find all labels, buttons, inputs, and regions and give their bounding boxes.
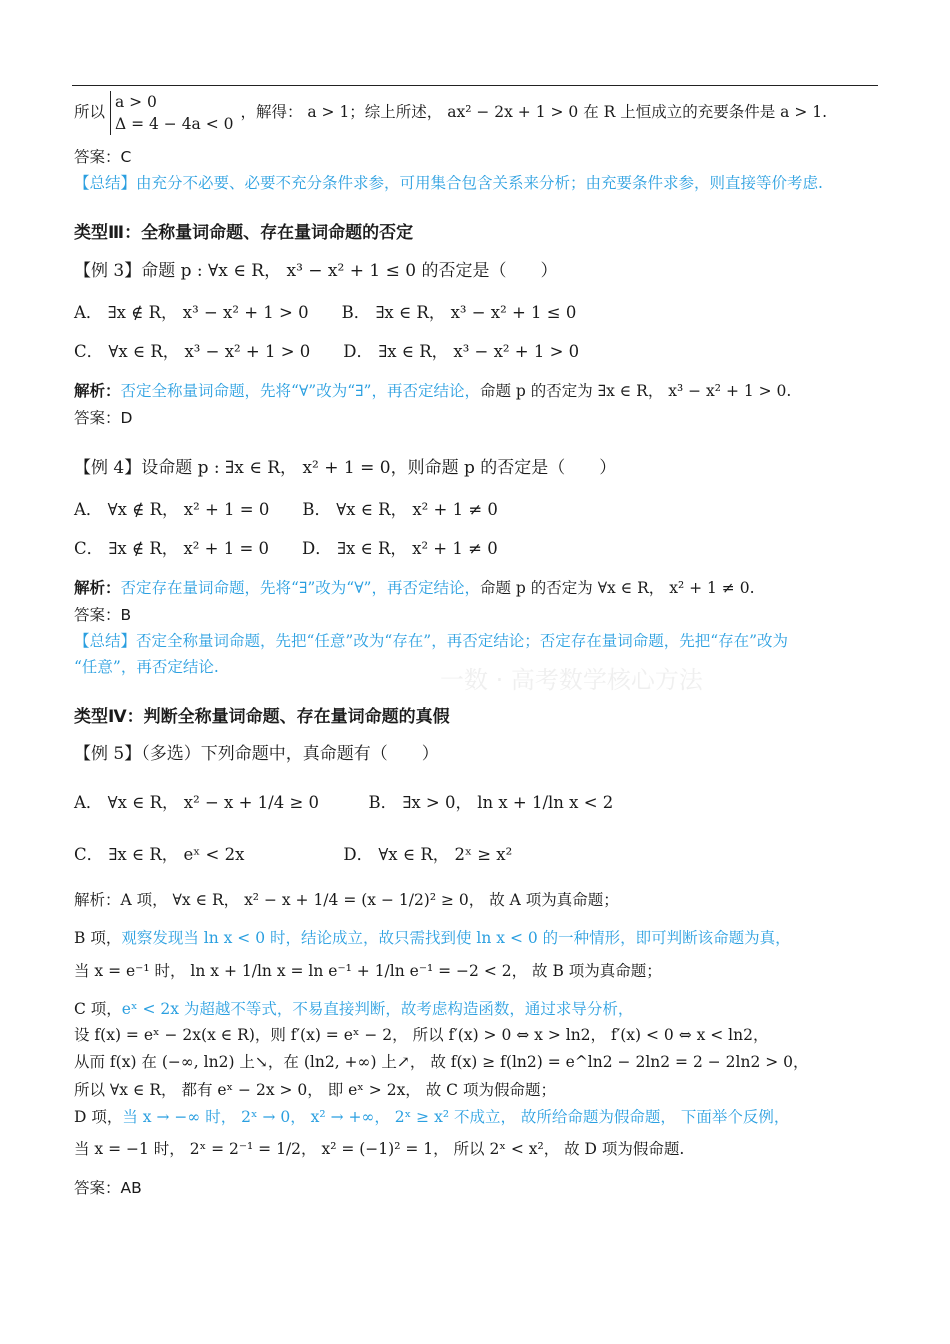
answer-1: 答案：C xyxy=(74,148,132,166)
text-so: 所以 xyxy=(74,103,106,121)
example-4-options-cd: C． ∃x ∉ R， x² + 1 = 0 D． ∃x ∈ R， x² + 1 ≠ 0 xyxy=(74,539,498,558)
analysis-5-c-result: 所以 ∀x ∈ R， 都有 eˣ − 2x > 0， 即 eˣ > 2x， 故 C 项为假命题； xyxy=(74,1081,556,1099)
analysis-3-result: 命题 p 的否定为 ∃x ∈ R， x³ − x² + 1 > 0. xyxy=(479,382,792,400)
analysis-5-a: 解析：A 项， ∀x ∈ R， x² − x + 1/4 = (x − 1/2)² ≥ 0， 故 A 项为真命题； xyxy=(74,891,619,909)
watermark: 一数 · 高考数学核心方法 xyxy=(440,666,703,694)
analysis-label: 解析： xyxy=(74,579,121,597)
analysis-5-c-intro xyxy=(74,998,633,1020)
summary-2-line-1: 【总结】否定全称量词命题，先把“任意”改为“存在”，再否定结论；否定存在量词命题，先把“存在”改为 xyxy=(74,632,789,650)
example-5: 【例 5】（多选）下列命题中，真命题有（ ） xyxy=(74,744,439,764)
summary-1: 【总结】由充分不必要、必要不充分条件求参，可用集合包含关系来分析；由充要条件求参，则直接等价考虑. xyxy=(74,174,823,192)
analysis-5-c-monotonic: 从而 f(x) 在 (−∞, ln2) 上↘，在 (ln2, +∞) 上↗， 故 f(x) ≥ f(ln2) = e^ln2 − 2ln2 = 2 − 2ln2 > 0， xyxy=(74,1053,809,1071)
line-conclusion xyxy=(74,91,827,135)
item-b-hint: 观察发现当 ln x < 0 时，结论成立，故只需找到使 ln x < 0 的一种情形，即可判断该命题为真， xyxy=(121,929,791,947)
analysis-5-b-intro xyxy=(74,927,791,949)
analysis-5-d-intro xyxy=(74,1106,789,1128)
example-3: 【例 3】命题 p : ∀x ∈ R， x³ − x² + 1 ≤ 0 的否定是（ ） xyxy=(74,261,558,281)
analysis-4-result: 命题 p 的否定为 ∀x ∈ R， x² + 1 ≠ 0. xyxy=(479,579,755,597)
example-4-options-ab: A． ∀x ∉ R， x² + 1 = 0 B． ∀x ∈ R， x² + 1 ≠ 0 xyxy=(74,500,498,519)
analysis-5-c-derivative: 设 f(x) = eˣ − 2x(x ∈ R)，则 f′(x) = eˣ − 2， 所以 f′(x) > 0 ⇔ x > ln2， f′(x) < 0 ⇔ x < ln2， xyxy=(74,1026,769,1044)
analysis-label: 解析： xyxy=(74,382,121,400)
summary-2-line-2: “任意”，再否定结论. xyxy=(74,658,219,676)
system-row-1: a > 0 xyxy=(114,93,157,111)
item-d-hint: 当 x → −∞ 时， 2ˣ → 0， x² → +∞， 2ˣ ≥ x² 不成立， 故所给命题为假命题， 下面举个反例， xyxy=(122,1108,790,1126)
text-conclusion: ，解得： a > 1；综上所述， ax² − 2x + 1 > 0 在 R 上恒成立的充要条件是 a > 1. xyxy=(240,103,828,121)
answer-5: 答案：AB xyxy=(74,1179,142,1197)
answer-4: 答案：B xyxy=(74,606,132,624)
item-d-label: D 项， xyxy=(74,1108,123,1126)
section-title-4: 类型Ⅳ：判断全称量词命题、存在量词命题的真假 xyxy=(74,707,450,727)
item-c-label: C 项， xyxy=(74,1000,122,1018)
top-rule xyxy=(72,85,878,86)
example-5-options-ab: A． ∀x ∈ R， x² − x + 1/4 ≥ 0 B． ∃x > 0， ln x + 1/ln x < 2 xyxy=(74,793,614,812)
item-b-label: B 项， xyxy=(74,929,122,947)
item-c-hint: eˣ < 2x 为超越不等式，不易直接判断，故考虑构造函数，通过求导分析， xyxy=(121,1000,634,1018)
example-4: 【例 4】设命题 p : ∃x ∈ R， x² + 1 = 0，则命题 p 的否定是（ ） xyxy=(74,458,617,478)
example-3-options-cd: C． ∀x ∈ R， x³ − x² + 1 > 0 D． ∃x ∈ R， x³ − x² + 1 > 0 xyxy=(74,342,580,361)
analysis-4-hint: 否定存在量词命题，先将“∃”改为“∀”，再否定结论， xyxy=(120,579,480,597)
analysis-3 xyxy=(74,380,791,402)
example-3-options-ab: A． ∃x ∉ R， x³ − x² + 1 > 0 B． ∃x ∈ R， x³ − x² + 1 ≤ 0 xyxy=(74,303,577,322)
answer-3: 答案：D xyxy=(74,409,133,427)
analysis-5-b-calc: 当 x = e⁻¹ 时， ln x + 1/ln x = ln e⁻¹ + 1/ln e⁻¹ = −2 < 2， 故 B 项为真命题； xyxy=(74,962,662,980)
inequality-system xyxy=(110,91,234,135)
example-5-options-cd: C． ∃x ∈ R， eˣ < 2x D． ∀x ∈ R， 2ˣ ≥ x² xyxy=(74,845,513,864)
analysis-3-hint: 否定全称量词命题，先将“∀”改为“∃”，再否定结论， xyxy=(120,382,480,400)
section-title-3: 类型Ⅲ：全称量词命题、存在量词命题的否定 xyxy=(74,223,414,243)
system-row-2: Δ = 4 − 4a < 0 xyxy=(114,115,234,133)
analysis-4 xyxy=(74,577,755,599)
analysis-5-d-result: 当 x = −1 时， 2ˣ = 2⁻¹ = 1/2， x² = (−1)² = 1， 所以 2ˣ < x²， 故 D 项为假命题. xyxy=(74,1140,685,1158)
